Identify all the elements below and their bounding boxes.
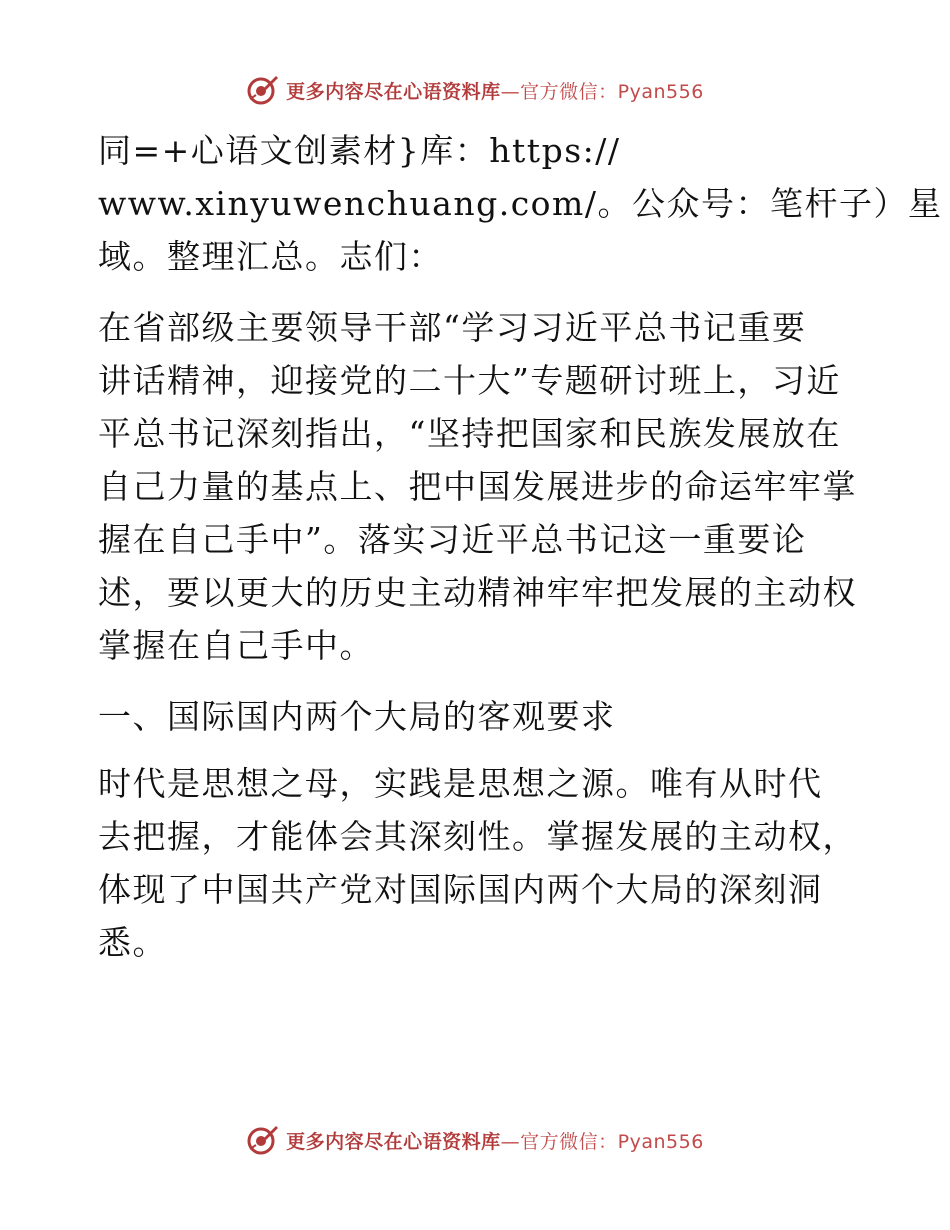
- footer-banner-wechat: —官方微信：Pyan556: [500, 1130, 704, 1153]
- text-line: 同=+心语文创素材}库：https://: [98, 131, 621, 170]
- header-banner-title: 更多内容尽在心语资料库: [286, 80, 501, 103]
- footer-banner-text: [286, 1127, 704, 1154]
- text-line: www.xinyuwenchuang.com/。公众号：笔杆子）星: [98, 184, 943, 223]
- header-banner: [0, 70, 950, 110]
- text-line: 讲话精神，迎接党的二十大”专题研讨班上，习近: [98, 361, 841, 400]
- text-line: 平总书记深刻指出，“坚持把国家和民族发展放在: [98, 414, 841, 453]
- header-banner-text: [286, 77, 704, 104]
- pen-nib-logo-icon: [246, 1123, 280, 1157]
- text-line: 域。整理汇总。志们：: [98, 237, 443, 276]
- text-line: 悉。: [98, 923, 167, 962]
- paragraph-intro: [98, 124, 943, 283]
- paragraph-main: [98, 301, 858, 672]
- pen-nib-logo-icon: [246, 73, 280, 107]
- text-line: 在省部级主要领导干部“学习习近平总书记重要: [98, 308, 807, 347]
- text-line: 体现了中国共产党对国际国内两个大局的深刻洞: [98, 870, 823, 909]
- document-body: [98, 124, 943, 987]
- text-line: 掌握在自己手中。: [98, 626, 374, 665]
- text-line: 述，要以更大的历史主动精神牢牢把发展的主动权: [98, 573, 857, 612]
- text-line: 握在自己手中”。落实习近平总书记这一重要论: [98, 520, 807, 559]
- footer-banner-title: 更多内容尽在心语资料库: [286, 1130, 501, 1153]
- footer-banner: [0, 1120, 950, 1160]
- text-line: 自己力量的基点上、把中国发展进步的命运牢牢掌: [98, 467, 857, 506]
- header-banner-wechat: —官方微信：Pyan556: [500, 80, 704, 103]
- text-line: 去把握，才能体会其深刻性。掌握发展的主动权，: [98, 817, 857, 856]
- text-line: 时代是思想之母，实践是思想之源。唯有从时代: [98, 764, 823, 803]
- paragraph-section-one: [98, 757, 858, 969]
- heading-line: 一、国际国内两个大局的客观要求: [98, 697, 616, 736]
- section-heading: [98, 690, 858, 743]
